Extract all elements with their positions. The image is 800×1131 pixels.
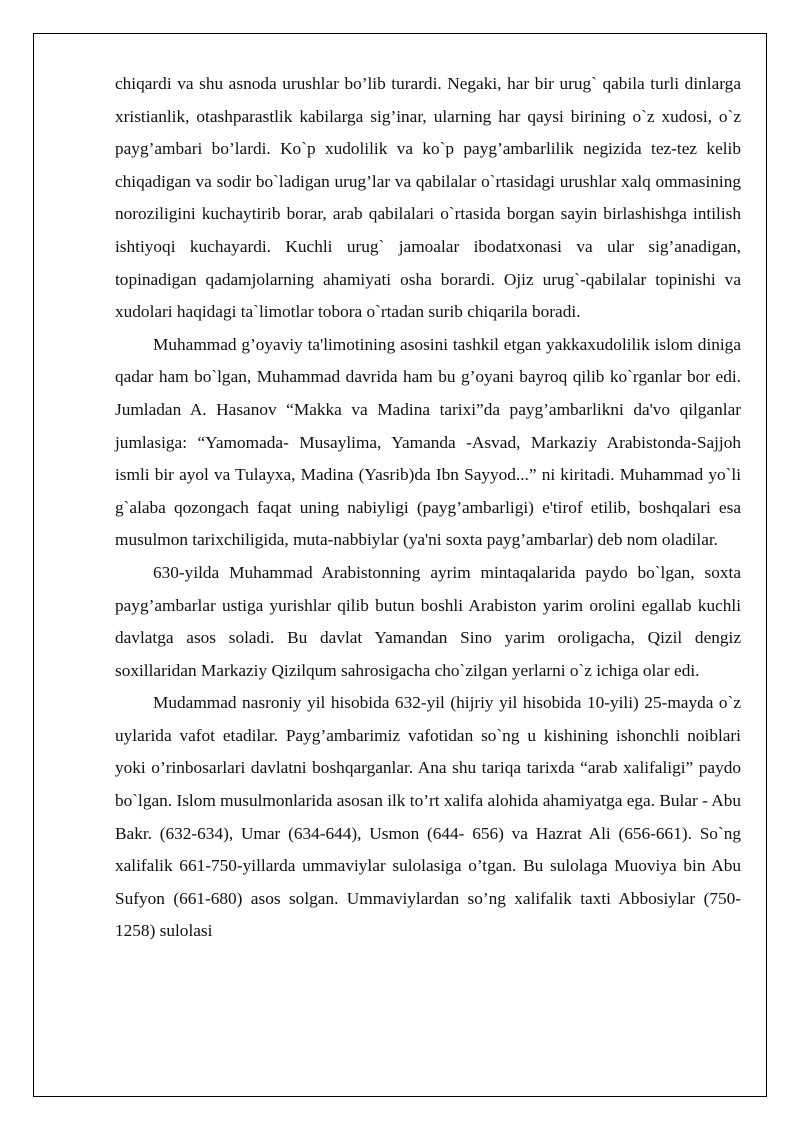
paragraph-2: Muhammad g’oyaviy ta'limotining asosini tashkil etgan yakkaxudolilik islom diniga qadar ham bo`lgan, Muhammad davrida ham bu g’oyani bayroq qilib ko`rganlar bor edi. Jumladan A. Hasanov “Makka va Madina tarixi”da payg’ambarlikni da'vo qilganlar jumlasiga: “Yamomada- Musaylima, Yamanda -Asvad, Markaziy Arabistonda-Sajjoh ismli bir ayol va Tulayxa, Madina (Yasrib)da Ibn Sayyod...” ni kiritadi. Muhammad yo`li g`alaba qozongach faqat uning nabiyligi (payg’ambarligi) e'tirof etilib, boshqalari esa musulmon tarixchiligida, muta-nabbiylar (ya'ni soxta payg’ambarlar) deb nom oladilar. bbox=[115, 334, 741, 550]
document-body bbox=[115, 68, 741, 948]
paragraph-4: Mudammad nasroniy yil hisobida 632-yil (hijriy yil hisobida 10-yili) 25-mayda o`z uylarida vafot etadilar. Payg’ambarimiz vafotidan so`ng u kishining ishonchli noiblari yoki o’rinbosarlari davlatni boshqarganlar. Ana shu tariqa tarixda “arab xalifaligi” paydo bo`lgan. Islom musulmonlarida asosan ilk to’rt xalifa alohida ahamiyatga ega. Bular - Abu Bakr. (632-634), Umar (634-644), Usmon (644- 656) va Hazrat Ali (656-661). So`ng xalifalik 661-750-yillarda ummaviylar sulolasiga o’tgan. Bu sulolaga Muoviya bin Abu Sufyon (661-680) asos solgan. Ummaviylardan so’ng xalifalik taxti Abbosiylar (750-1258) sulolasi bbox=[115, 693, 741, 941]
paragraph-1: chiqardi va shu asnoda urushlar bo’lib turardi. Negaki, har bir urug` qabila turli dinlarga xristianlik, otashparastlik kabilarga sig’inar, ularning har qaysi birining o`z xudosi, o`z payg’ambari bo’lardi. Ko`p xudolilik va ko`p payg’ambarlilik negizida tez-tez kelib chiqadigan va sodir bo`ladigan urug’lar va qabilalar o`rtasidagi urushlar xalq ommasining noroziligini kuchaytirib borar, arab qabilalari o`rtasida borgan sayin birlashishga intilish ishtiyoqi kuchayardi. Kuchli urug` jamoalar ibodatxonasi va ular sig’anadigan, topinadigan qadamjolarning ahamiyati osha borardi. Ojiz urug`-qabilalar topinishi va xudolari haqidagi ta`limotlar tobora o`rtadan surib chiqarila boradi. bbox=[115, 74, 741, 322]
paragraph-3: 630-yilda Muhammad Arabistonning ayrim mintaqalarida paydo bo`lgan, soxta payg’ambarlar ustiga yurishlar qilib butun boshli Arabiston yarim orolini egallab kuchli davlatga asos soladi. Bu davlat Yamandan Sino yarim oroligacha, Qizil dengiz soxillaridan Markaziy Qizilqum sahrosigacha cho`zilgan yerlarni o`z ichiga olar edi. bbox=[115, 562, 741, 680]
